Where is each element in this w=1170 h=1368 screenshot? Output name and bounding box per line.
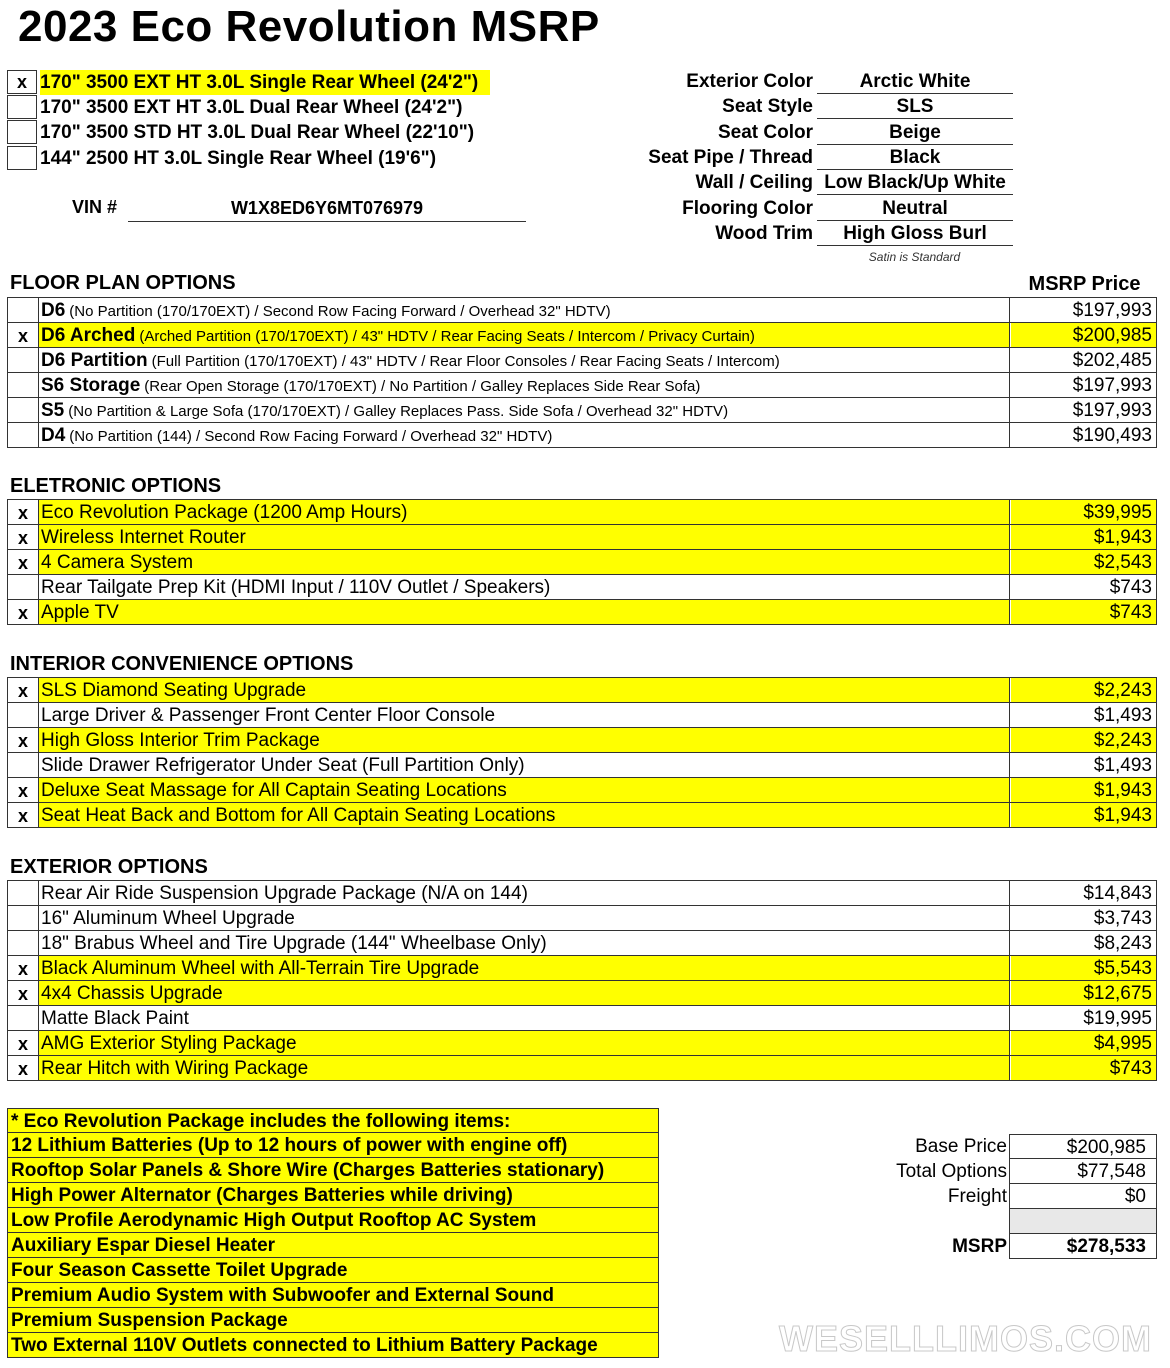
model-checkbox[interactable] [7, 146, 37, 170]
exterior-option-row[interactable] [7, 956, 1157, 981]
option-checkbox[interactable] [8, 298, 39, 322]
electronic-option-row[interactable] [7, 550, 1157, 575]
option-checkbox[interactable] [8, 931, 39, 955]
option-label: Seat Heat Back and Bottom for All Captain Seating Locations [39, 803, 1010, 827]
floor-plan-description [39, 323, 1010, 347]
option-price: $4,995 [1011, 1031, 1156, 1055]
option-label: 4x4 Chassis Upgrade [39, 981, 1010, 1005]
msrp-value: $278,533 [1009, 1234, 1157, 1259]
option-checkbox[interactable]: x [8, 956, 39, 980]
option-label: Rear Tailgate Prep Kit (HDMI Input / 110V Outlet / Speakers) [39, 575, 1010, 599]
blank-row [800, 1209, 1157, 1234]
blank-cell [1009, 1209, 1157, 1234]
spec-value: Beige [817, 120, 1013, 145]
package-item: Auxiliary Espar Diesel Heater [7, 1233, 659, 1258]
option-checkbox[interactable] [8, 1006, 39, 1030]
spec-label: Seat Style [722, 96, 813, 118]
interior-option-row[interactable] [7, 753, 1157, 778]
electronic-option-row[interactable] [7, 600, 1157, 625]
option-price: $14,843 [1083, 883, 1152, 904]
option-checkbox[interactable]: x [8, 778, 39, 802]
option-checkbox[interactable]: x [8, 981, 39, 1005]
interior-option-row[interactable] [7, 728, 1157, 753]
option-price: $197,993 [1072, 375, 1152, 396]
interior-option-row[interactable] [7, 703, 1157, 728]
option-label: 4 Camera System [39, 550, 1010, 574]
spec-label: Wood Trim [715, 222, 813, 244]
package-item: 12 Lithium Batteries (Up to 12 hours of power with engine off) [7, 1133, 659, 1158]
floor-plan-title: FLOOR PLAN OPTIONS [10, 272, 236, 294]
option-checkbox[interactable] [8, 881, 39, 905]
floor-plan-table [7, 297, 1157, 448]
floor-plan-code: S6 Storage [41, 375, 141, 396]
floor-plan-code: D6 Partition [41, 350, 148, 371]
floor-plan-detail: (Rear Open Storage (170/170EXT) / No Partition / Galley Replaces Side Rear Sofa) [144, 378, 701, 395]
package-item: Low Profile Aerodynamic High Output Rooftop AC System [7, 1208, 659, 1233]
model-label: 170" 3500 EXT HT 3.0L Single Rear Wheel (24'2") [40, 70, 490, 95]
option-label: Black Aluminum Wheel with All-Terrain Tire Upgrade [39, 956, 1010, 980]
option-price: $39,995 [1011, 500, 1156, 524]
option-price: $8,243 [1093, 933, 1152, 954]
package-item: Two External 110V Outlets connected to Lithium Battery Package [7, 1333, 659, 1358]
floor-plan-detail: (No Partition (144) / Second Row Facing Forward / Overhead 32" HDTV) [69, 428, 553, 445]
option-price: $2,543 [1011, 550, 1156, 574]
floor-plan-description [39, 373, 1010, 397]
spec-label: Wall / Ceiling [695, 172, 813, 194]
floor-plan-row[interactable] [7, 348, 1157, 373]
floor-plan-code: S5 [41, 400, 65, 421]
option-label: AMG Exterior Styling Package [39, 1031, 1010, 1055]
electronic-title: ELETRONIC OPTIONS [10, 475, 222, 497]
option-checkbox[interactable]: x [8, 323, 39, 347]
option-label: 16" Aluminum Wheel Upgrade [39, 906, 1010, 930]
package-item: High Power Alternator (Charges Batteries while driving) [7, 1183, 659, 1208]
spec-value: Black [817, 145, 1013, 170]
floor-plan-row[interactable] [7, 323, 1157, 348]
option-label: SLS Diamond Seating Upgrade [39, 678, 1010, 702]
base-price-value: $200,985 [1009, 1134, 1157, 1159]
floor-plan-detail: (Full Partition (170/170EXT) / 43" HDTV / Rear Floor Consoles / Rear Facing Seats / Intercom) [151, 353, 780, 370]
spec-value: Neutral [817, 196, 1013, 221]
option-label: 18" Brabus Wheel and Tire Upgrade (144" Wheelbase Only) [39, 931, 1010, 955]
package-item: Rooftop Solar Panels & Shore Wire (Charges Batteries stationary) [7, 1158, 659, 1183]
spec-row [615, 94, 1015, 119]
model-label: 170" 3500 STD HT 3.0L Dual Rear Wheel (22'10") [40, 122, 475, 143]
option-checkbox[interactable]: x [8, 500, 39, 524]
interior-option-row[interactable] [7, 778, 1157, 803]
option-checkbox[interactable]: x [8, 728, 39, 752]
exterior-option-row[interactable] [7, 931, 1157, 956]
exterior-option-row[interactable] [7, 906, 1157, 931]
exterior-option-row[interactable] [7, 881, 1157, 906]
spec-row [615, 221, 1015, 246]
model-checkbox[interactable] [7, 95, 37, 119]
total-options-value: $77,548 [1009, 1159, 1157, 1184]
floor-plan-row[interactable] [7, 373, 1157, 398]
spec-label: Exterior Color [686, 71, 813, 92]
option-checkbox[interactable]: x [8, 525, 39, 549]
total-options-row [800, 1159, 1157, 1184]
model-checkbox[interactable] [7, 120, 37, 144]
model-checkbox[interactable]: x [7, 70, 37, 94]
option-label: High Gloss Interior Trim Package [39, 728, 1010, 752]
msrp-row [800, 1234, 1157, 1259]
electronic-option-row[interactable] [7, 525, 1157, 550]
msrp-label: MSRP [952, 1236, 1007, 1257]
option-price: $1,943 [1011, 778, 1156, 802]
floor-plan-detail: (Arched Partition (170/170EXT) / 43" HDTV / Rear Facing Seats / Intercom / Privacy Curtain) [139, 328, 755, 345]
option-price: $1,493 [1093, 705, 1152, 726]
exterior-option-row[interactable] [7, 1031, 1157, 1056]
watermark: WESELLLIMOS.COM [779, 1318, 1152, 1359]
floor-plan-description [39, 298, 1010, 322]
floor-plan-row[interactable] [7, 298, 1157, 323]
option-label: Wireless Internet Router [39, 525, 1010, 549]
package-item: Premium Suspension Package [7, 1308, 659, 1333]
freight-value: $0 [1009, 1184, 1157, 1209]
option-checkbox[interactable]: x [8, 600, 39, 624]
spec-row [615, 69, 1015, 94]
floor-plan-detail: (No Partition (170/170EXT) / Second Row Facing Forward / Overhead 32" HDTV) [69, 303, 611, 320]
spec-row [615, 170, 1015, 195]
option-price: $5,543 [1011, 956, 1156, 980]
floor-plan-description [39, 423, 1010, 447]
exterior-option-row[interactable] [7, 1056, 1157, 1081]
spec-label: Seat Color [717, 121, 813, 143]
interior-table [7, 677, 1157, 828]
electronic-option-row[interactable] [7, 575, 1157, 600]
electronic-option-row[interactable] [7, 500, 1157, 525]
option-label: Rear Air Ride Suspension Upgrade Package (N/A on 144) [39, 881, 1010, 905]
option-price: $743 [1011, 1056, 1156, 1080]
option-price: $202,485 [1072, 350, 1152, 371]
model-row [7, 95, 537, 120]
package-item: Four Season Cassette Toilet Upgrade [7, 1258, 659, 1283]
total-options-label: Total Options [896, 1161, 1007, 1182]
eco-package-box [7, 1108, 659, 1358]
option-price: $3,743 [1093, 908, 1152, 929]
satin-note: Satin is Standard [868, 250, 961, 264]
base-price-label: Base Price [915, 1136, 1007, 1157]
option-price: $197,993 [1072, 300, 1152, 321]
option-price: $743 [1011, 600, 1156, 624]
spec-value: High Gloss Burl [817, 221, 1013, 246]
option-price: $190,493 [1072, 425, 1152, 446]
option-checkbox[interactable]: x [8, 803, 39, 827]
model-label: 170" 3500 EXT HT 3.0L Dual Rear Wheel (24'2") [40, 97, 463, 118]
package-heading: * Eco Revolution Package includes the following items: [7, 1108, 659, 1133]
freight-label: Freight [947, 1186, 1007, 1207]
exterior-option-row[interactable] [7, 981, 1157, 1006]
model-label: 144" 2500 HT 3.0L Single Rear Wheel (19'6") [40, 148, 437, 169]
msrp-price-header: MSRP Price [1028, 273, 1141, 295]
option-label: Eco Revolution Package (1200 Amp Hours) [39, 500, 1010, 524]
floor-plan-description [39, 398, 1010, 422]
floor-plan-row[interactable] [7, 423, 1157, 448]
option-price: $12,675 [1011, 981, 1156, 1005]
option-price: $2,243 [1011, 728, 1156, 752]
option-checkbox[interactable] [8, 398, 39, 422]
option-checkbox[interactable] [8, 575, 39, 599]
spec-label: Seat Pipe / Thread [648, 146, 813, 168]
option-checkbox[interactable]: x [8, 1056, 39, 1080]
interior-title: INTERIOR CONVENIENCE OPTIONS [10, 653, 354, 675]
vin-value: W1X8ED6Y6MT076979 [128, 195, 526, 222]
option-price: $19,995 [1083, 1008, 1152, 1029]
freight-row [800, 1184, 1157, 1209]
option-price: $200,985 [1011, 323, 1156, 347]
floor-plan-detail: (No Partition & Large Sofa (170/170EXT) / Galley Replaces Pass. Side Sofa / Overhead 32" HDTV) [68, 403, 729, 420]
interior-option-row[interactable] [7, 678, 1157, 703]
spec-row [615, 145, 1015, 170]
model-row [7, 146, 537, 171]
spec-value: Arctic White [817, 69, 1013, 94]
option-checkbox[interactable] [8, 703, 39, 727]
floor-plan-description [39, 348, 1010, 372]
electronic-table [7, 499, 1157, 625]
page-title: 2023 Eco Revolution MSRP [18, 2, 600, 51]
option-checkbox[interactable]: x [8, 678, 39, 702]
option-checkbox[interactable] [8, 423, 39, 447]
spec-row [615, 120, 1015, 145]
option-price: $743 [1109, 577, 1152, 598]
base-price-row [800, 1134, 1157, 1159]
option-price: $1,493 [1093, 755, 1152, 776]
model-row [7, 70, 537, 95]
floor-plan-row[interactable] [7, 398, 1157, 423]
option-checkbox[interactable]: x [8, 550, 39, 574]
vin-label: VIN # [72, 197, 118, 217]
option-label: Deluxe Seat Massage for All Captain Seating Locations [39, 778, 1010, 802]
option-label: Apple TV [39, 600, 1010, 624]
option-checkbox[interactable]: x [8, 1031, 39, 1055]
exterior-option-row[interactable] [7, 1006, 1157, 1031]
interior-option-row[interactable] [7, 803, 1157, 828]
floor-plan-code: D4 [41, 425, 66, 446]
spec-label: Flooring Color [682, 197, 813, 219]
option-price: $2,243 [1011, 678, 1156, 702]
option-label: Large Driver & Passenger Front Center Floor Console [39, 703, 1010, 727]
option-checkbox[interactable] [8, 348, 39, 372]
spec-value: SLS [817, 94, 1013, 119]
exterior-title: EXTERIOR OPTIONS [10, 856, 208, 878]
exterior-table [7, 880, 1157, 1081]
option-checkbox[interactable] [8, 906, 39, 930]
option-checkbox[interactable] [8, 753, 39, 777]
spec-value: Low Black/Up White [817, 170, 1013, 195]
option-price: $197,993 [1072, 400, 1152, 421]
floor-plan-code: D6 Arched [41, 325, 136, 346]
model-row [7, 120, 537, 145]
option-label: Rear Hitch with Wiring Package [39, 1056, 1010, 1080]
option-checkbox[interactable] [8, 373, 39, 397]
option-label: Matte Black Paint [39, 1006, 1010, 1030]
option-label: Slide Drawer Refrigerator Under Seat (Full Partition Only) [39, 753, 1010, 777]
option-price: $1,943 [1011, 803, 1156, 827]
option-price: $1,943 [1011, 525, 1156, 549]
floor-plan-code: D6 [41, 300, 66, 321]
spec-row [615, 196, 1015, 221]
package-item: Premium Audio System with Subwoofer and External Sound [7, 1283, 659, 1308]
